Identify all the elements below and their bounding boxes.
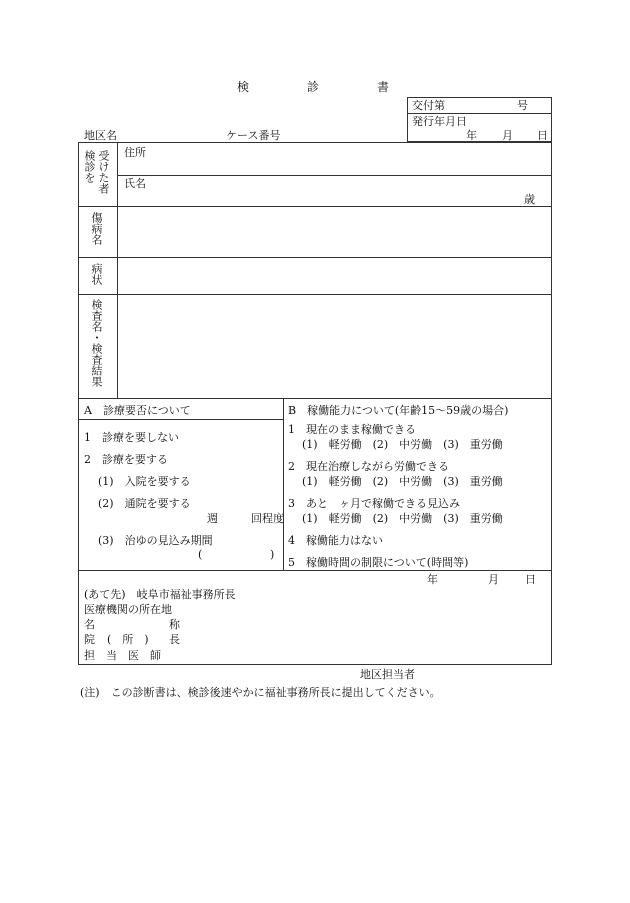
section-a-sub2: (2) 通院を要する [98,497,191,510]
attending-doctor-label: 担 当 医 師 [84,649,161,662]
section-b-item1: 1 現在のまま稼働できる [288,423,416,436]
address-label: 住所 [124,146,146,159]
director-label-a: 院 [84,633,95,646]
age-unit: 歳 [524,193,535,206]
section-ab-divider [283,398,284,570]
institution-location-label: 医療機関の所在地 [84,603,172,616]
footer-date-day: 日 [525,573,536,586]
case-number-label: ケース番号 [226,129,281,142]
divider-examinee-disease [78,206,552,207]
section-a-item1: 1 診療を要しない [84,431,179,444]
issue-number-label: 交付第 [412,99,445,112]
note: (注) この診断書は、検診後速やかに福祉事務所長に提出してください。 [80,686,441,699]
divider-sections-footer [78,570,552,571]
director-label-c: 長 [169,633,180,646]
issue-date-label: 発行年月日 [412,115,467,128]
issue-date-month: 月 [502,129,513,142]
divider-section-headings [78,419,283,420]
name-label: 氏名 [124,177,146,190]
footer-date-month: 月 [488,573,499,586]
section-a-sub1: (1) 入院を要する [98,475,191,488]
section-b-item3-options: (1) 軽労働 (2) 中労働 (3) 重労働 [302,512,503,525]
section-b-item5: 5 稼働時間の制限について(時間等) [288,556,469,569]
section-b-item1-options: (1) 軽労働 (2) 中労働 (3) 重労働 [302,438,503,451]
section-b-item4: 4 稼働能力はない [288,534,383,547]
section-b-heading: B 稼働能力について(年齢15～59歳の場合) [288,404,509,417]
section-b-item2: 2 現在治療しながら労働できる [288,460,449,473]
issue-date-year: 年 [466,129,477,142]
issue-number-suffix: 号 [517,99,528,112]
examinee-label-col1: 受けた者 [97,150,110,194]
issue-date-day: 日 [537,129,548,142]
title-char-2: 診 [307,80,320,94]
section-b-item2-options: (1) 軽労働 (2) 中労働 (3) 重労働 [302,475,503,488]
footer-date-year: 年 [427,573,438,586]
addressee: (あて先) 岐阜市福祉事務所長 [84,588,236,601]
symptom-label: 病状 [90,263,103,285]
divider-address-name [117,175,552,176]
section-a-paren-close: ) [270,548,275,561]
section-b-item3: 3 あと ヶ月で稼働できる見込み [288,497,460,510]
divider-disease-symptom [78,257,552,258]
section-a-paren-open: ( [198,548,203,561]
title-char-3: 書 [377,80,390,94]
director-label-b: ( 所 ) [107,633,149,646]
disease-name-label: 傷病名 [90,212,103,245]
title-char-1: 検 [237,80,250,94]
section-a-sub3: (3) 治ゆの見込み期間 [98,534,213,547]
section-a-item2: 2 診療を要する [84,453,168,466]
institution-name-label-a: 名 [84,618,95,631]
label-column-divider [117,142,118,398]
section-a-frequency: 週 回程度 [207,512,284,525]
district-label: 地区名 [84,129,117,142]
district-officer-label: 地区担当者 [360,668,415,681]
divider-exam-sections [78,398,552,399]
institution-name-label-b: 称 [169,618,180,631]
examinee-label-col2: 検診を [83,150,96,183]
divider-symptom-exam [78,294,552,295]
section-a-heading: A 診療要否について [84,404,191,417]
issue-box-divider [407,113,552,114]
exam-label: 検査名・検査結果 [90,299,103,387]
